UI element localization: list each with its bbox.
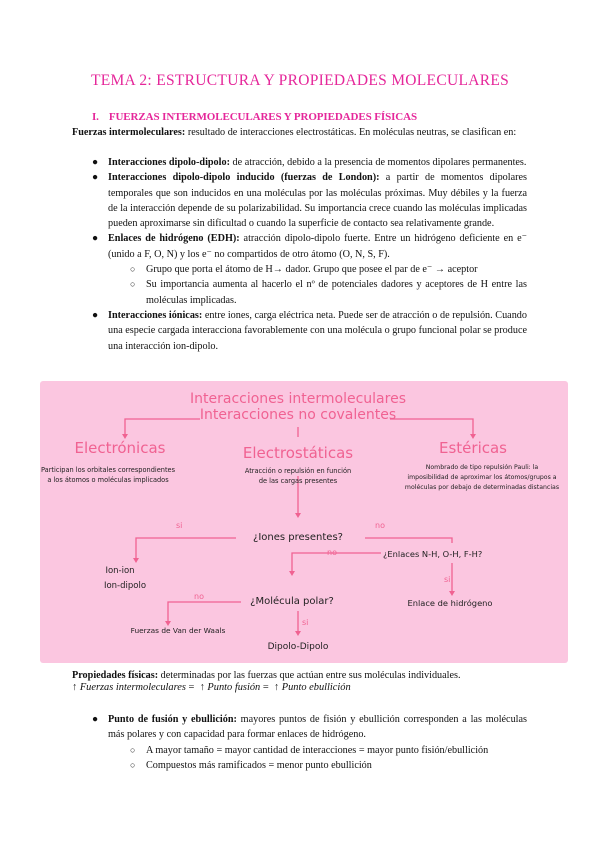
sub-item (130, 277, 527, 308)
bullet-dot: ● (92, 233, 99, 245)
question-enlaces: ¿Enlaces N-H, O-H, F-H? (383, 549, 483, 559)
forces-list (92, 155, 527, 354)
forces-diagram (40, 381, 568, 663)
label-si-2: si (444, 575, 451, 584)
result-ion-ion: Ion-ion (105, 566, 135, 576)
formula-line (72, 682, 351, 693)
diagram-text (41, 391, 559, 652)
item-text: entre iones, carga eléctrica neta. Puede ser de atracción o de repulsión. Cuando una especie cargada interacciona favorablemente con una molécula o grupo funcional polar se produce una interacción ion-dipolo. (108, 309, 527, 352)
item-label: Interacciones iónicas: (108, 309, 203, 321)
intro-label: Fuerzas intermoleculares: (72, 127, 186, 138)
label-no-3: no (194, 592, 204, 601)
label-no-2: no (327, 548, 337, 557)
section-number: I. (92, 111, 99, 123)
diagram-title-2: Interacciones no covalentes (199, 407, 397, 423)
sub-item (130, 758, 527, 773)
label-si-3: si (302, 618, 309, 627)
section-title: FUERZAS INTERMOLECULARES Y PROPIEDADES FÍSICAS (108, 111, 417, 123)
list-item (92, 712, 527, 773)
circle-bullet: ○ (130, 279, 136, 290)
bullet-dot: ● (92, 157, 99, 168)
sub-list (108, 743, 527, 774)
melting-list (92, 712, 527, 773)
list-item (92, 308, 527, 354)
item-text: de atracción, debido a la presencia de momentos dipolares permanentes. (229, 157, 527, 168)
props-text: determinadas por las fuerzas que actúan entre sus moléculas individuales. (158, 670, 461, 681)
page-title: TEMA 2: ESTRUCTURA Y PROPIEDADES MOLECULARES (90, 72, 510, 89)
sub-item-text: Su importancia aumenta al hacerlo el nº de potenciales dadores y aceptores de H entre las moléculas implicadas. (146, 279, 527, 306)
branch-estericas: Estéricas (439, 439, 507, 457)
list-item (92, 231, 527, 307)
formula-equals: = (185, 682, 197, 693)
result-enlace-h: Enlace de hidrógeno (407, 598, 493, 608)
up-arrow-icon: ↑ (199, 682, 205, 693)
sub-list (108, 262, 527, 308)
item-text: mayores puntos de fisión y ebullición corresponden a las moléculas más polares y con capacidad para formar enlaces de hidrógeno. (108, 714, 527, 741)
result-dipolo-dipolo: Dipolo-Dipolo (267, 642, 329, 652)
diagram-svg (40, 381, 568, 663)
result-ion-dipolo: Ion-dipolo (103, 581, 147, 591)
question-iones: ¿Iones presentes? (253, 532, 343, 543)
formula-term-3: Punto ebullición (281, 682, 351, 693)
bullet-dot: ● (92, 309, 99, 321)
branch-electronicas-desc-2: a los átomos o moléculas implicados (47, 476, 169, 484)
list-item (92, 155, 527, 170)
sub-item-text: Grupo que porta el átomo de H→ dador. Grupo que posee el par de e⁻ → aceptor (146, 264, 478, 276)
intro-text: resultado de interacciones electrostáticas. En moléculas neutras, se clasifican en: (185, 127, 517, 138)
up-arrow-icon: ↑ (273, 682, 280, 693)
list-item (92, 170, 527, 231)
formula-term-2: Punto fusión (207, 682, 261, 693)
diagram-title-1: Interacciones intermoleculares (190, 391, 406, 407)
item-text: atracción dipolo-dipolo fuerte. Entre un hidrógeno deficiente en e⁻ (unido a F, O, N) y los e⁻ no compartidos de otro átomo (O, N, S, F). (108, 233, 527, 260)
circle-bullet: ○ (130, 264, 136, 275)
circle-bullet: ○ (130, 759, 136, 770)
branch-electrostaticas: Electrostáticas (242, 444, 354, 462)
intro-paragraph (72, 125, 527, 140)
formula-term-1: Fuerzas intermoleculares (79, 682, 186, 693)
branch-electronicas-desc-1: Participan los orbitales correspondientes (40, 466, 176, 474)
branch-estericas-desc-2: imposibilidad de aproximar los átomos/grupos a (407, 474, 557, 481)
item-label: Punto de fusión y ebullición: (108, 714, 237, 725)
item-text: a partir de momentos dipolares temporales que son inducidos en una moléculas por las moléculas próximas. Muy débiles y la fuerza de la interacción depende de su polarizabilidad. Su importancia crece cuando las moléculas implicadas pueden aproximarse sin dificultad o cuando la superficie de contacto sea relativamente grande. (108, 172, 527, 230)
branch-electrostaticas-desc-2: de las cargas presentes (258, 477, 338, 485)
formula-equals: = (260, 682, 272, 693)
properties-paragraph (72, 668, 527, 683)
branch-electronicas: Electrónicas (74, 439, 166, 457)
label-si-1: si (176, 521, 183, 530)
question-polar: ¿Molécula polar? (250, 596, 334, 607)
bullet-dot: ● (92, 172, 99, 184)
props-label: Propiedades físicas: (72, 670, 159, 681)
sub-item (130, 743, 527, 758)
sub-item-text: A mayor tamaño = mayor cantidad de interacciones = mayor punto fisión/ebullición (146, 744, 489, 756)
label-no-1: no (375, 521, 385, 530)
item-label: Interacciones dipolo-dipolo: (108, 157, 230, 168)
item-label: Interacciones dipolo-dipolo inducido (fuerzas de London): (108, 172, 380, 184)
item-label: Enlaces de hidrógeno (EDH): (108, 233, 240, 245)
sub-item-text: Compuestos más ramificados = menor punto ebullición (146, 759, 372, 771)
circle-bullet: ○ (130, 744, 136, 755)
sub-item (130, 262, 527, 277)
result-van-der-waals: Fuerzas de Van der Waals (130, 626, 226, 635)
branch-estericas-desc-3: moléculas por debajo de determinadas distancias (404, 484, 560, 491)
branch-estericas-desc-1: Nombrado de tipo repulsión Pauli: la (425, 464, 539, 471)
section-heading (92, 111, 417, 123)
up-arrow-icon: ↑ (72, 682, 78, 693)
branch-electrostaticas-desc-1: Atracción o repulsión en función (244, 467, 352, 475)
bullet-dot: ● (92, 714, 99, 725)
